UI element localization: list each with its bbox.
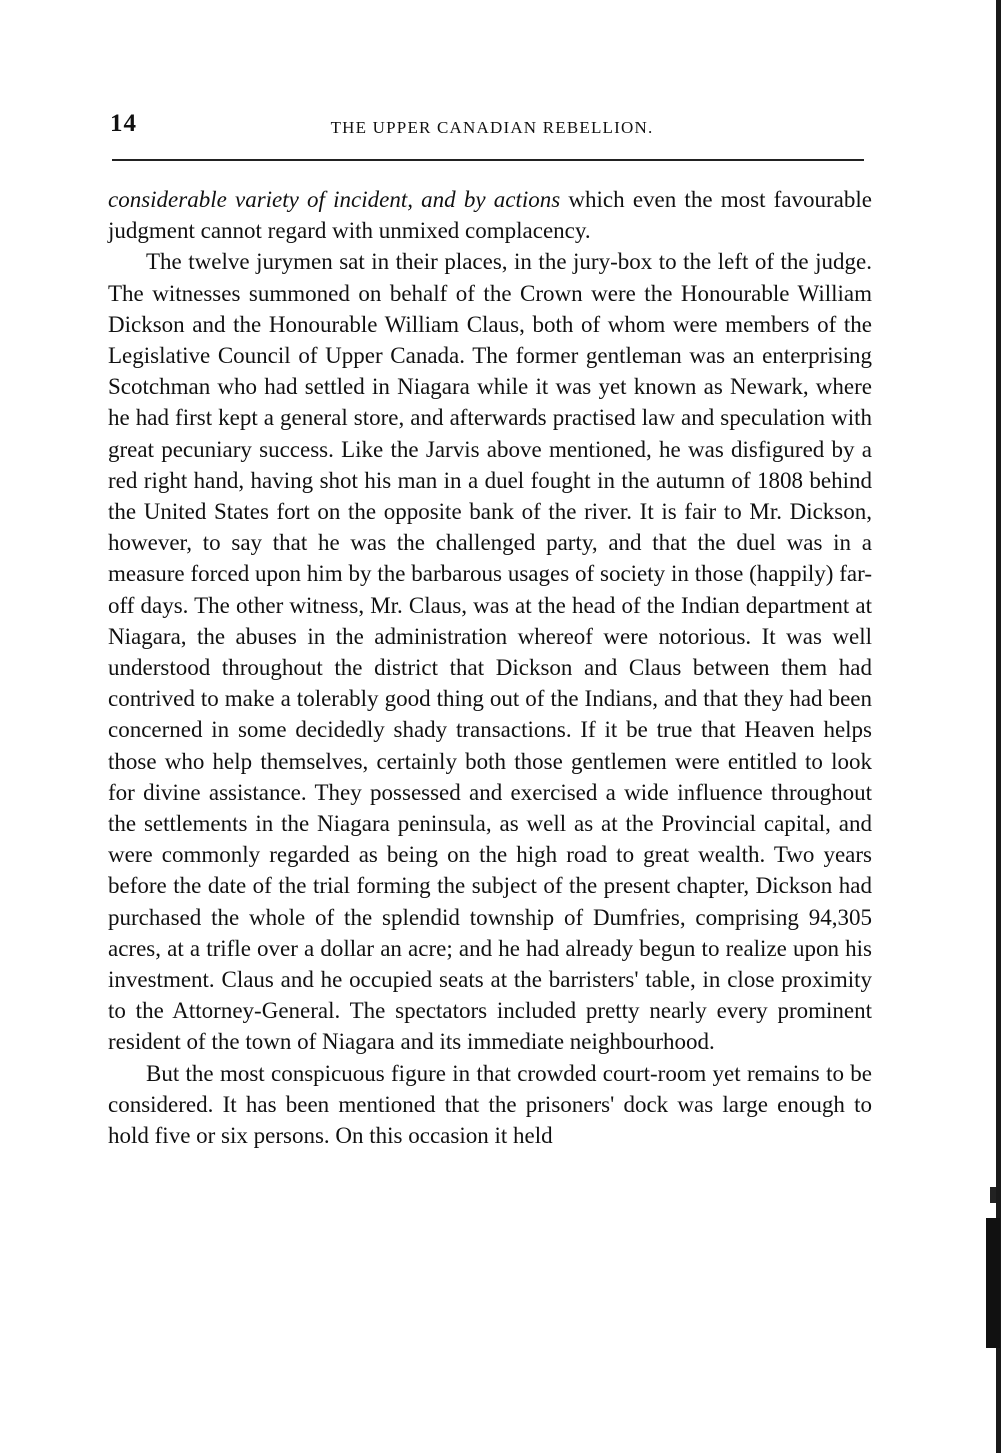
header-rule: [112, 159, 864, 161]
page-edge-mark: [990, 1187, 996, 1203]
paragraph-jury-and-witnesses: The twelve jurymen sat in their places, in the jury-box to the left of the judge. The witnesses summoned on behalf of the Crown were the Honourable William Dickson and the Honourable William Claus, both of whom were members of the Legislative Council of Upper Canada. The former gentleman was an enterprising Scotchman who had settled in Niagara while it was yet known as Newark, where he had first kept a general store, and afterwards practised law and speculation with great pecuniary success. Like the Jarvis above mentioned, he was disfigured by a red right hand, having shot his man in a duel fought in the autumn of 1808 behind the United States fort on the opposite bank of the river. It is fair to Mr. Dickson, however, to say that he was the challenged party, and that the duel was in a measure forced upon him by the barbarous usages of society in those (happily) far-off days. The other witness, Mr. Claus, was at the head of the Indian department at Niagara, the abuses in the administration whereof were notorious. It was well understood throughout the district that Dickson and Claus between them had contrived to make a tolerably good thing out of the Indians, and that they had been concerned in some decidedly shady transactions. If it be true that Heaven helps those who help themselves, certainly both those gentlemen were entitled to look for divine assistance. They possessed and exercised a wide influence throughout the settlements in the Niagara peninsula, as well as at the Provincial capital, and were commonly regarded as being on the high road to great wealth. Two years before the date of the trial forming the subject of the present chapter, Dickson had purchased the whole of the splendid township of Dumfries, comprising 94,305 acres, at a trifle over a dollar an acre; and he had already begun to realize upon his investment. Claus and he occupied seats at the barristers' table, in close proximity to the Attorney-General. The spectators included pretty nearly every prominent resident of the town of Niagara and its immediate neighbourhood.: [108, 249, 872, 1055]
paragraph-conspicuous-figure: But the most conspicuous figure in that crowded court-room yet remains to be considered. It has been mentioned that the prisoners' dock was large enough to hold five or six persons. On this occasion it held: [108, 1060, 872, 1149]
page-edge-thick-shadow: [986, 1218, 1000, 1348]
running-head: [108, 106, 876, 142]
page-number: 14: [110, 110, 137, 137]
body-text: [108, 184, 872, 1151]
paragraph-italic-run: considerable variety of incident, and by actions: [108, 187, 561, 212]
paragraph-continued-text: which even the most favourable judgment cannot regard with unmixed complacency.: [108, 187, 872, 244]
paragraph-continued: [108, 184, 872, 246]
running-title: THE UPPER CANADIAN REBELLION.: [330, 118, 654, 137]
